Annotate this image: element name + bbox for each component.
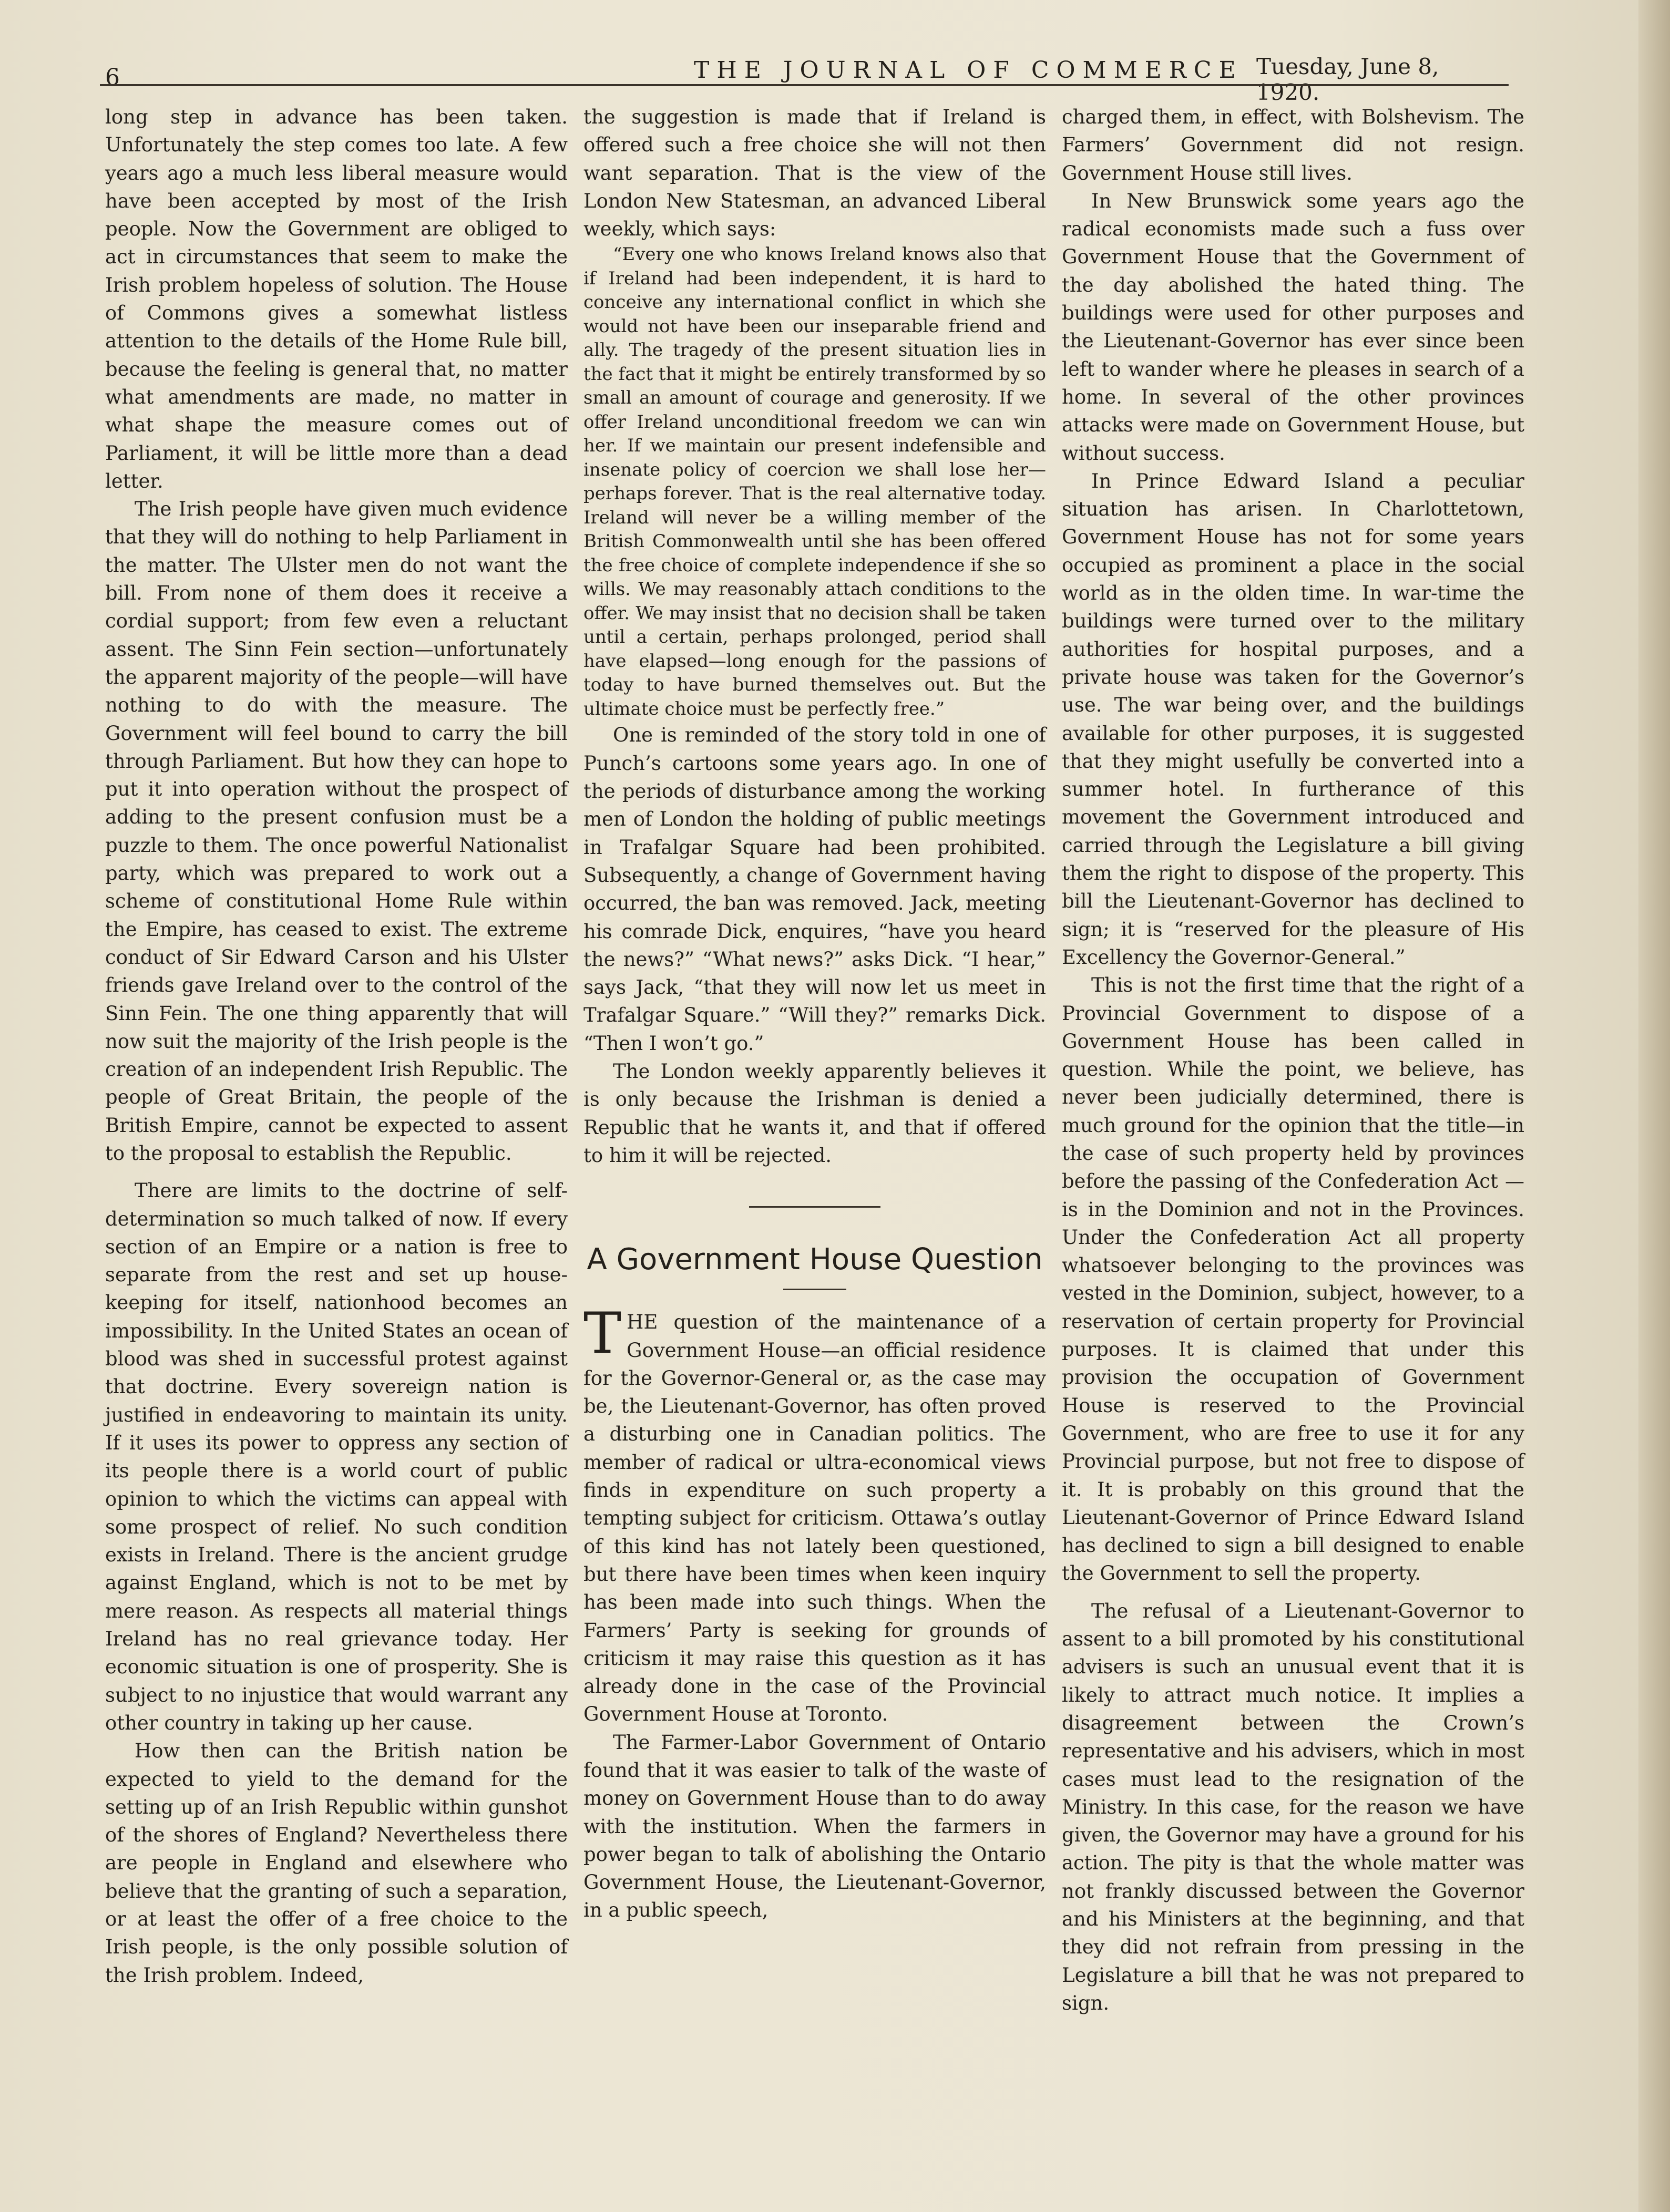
section-separator (749, 1206, 880, 1208)
paragraph: charged them, in effect, with Bolshevism. The Farmers’ Government did not resign. Government House still lives. (1062, 106, 1524, 184)
article-lead-paragraph (583, 1301, 1046, 1728)
paragraph: The London weekly apparently believes it is only because the Irishman is denied a Republic that he wants it, and that if offered to him it will be rejected. (583, 1060, 1046, 1167)
publication-title: THE JOURNAL OF COMMERCE (694, 57, 1243, 84)
paragraph: There are limits to the doctrine of self-determination so much talked of now. If every section of an Empire or a nation is free to separate from the rest and set up house-keeping for itself, nationhood becomes an impossibility. In the United States an ocean of blood was shed in successful protest against that doctrine. Every sovereign nation is justified in endeavoring to maintain its unity. If it uses its power to oppress any section of its people there is a world court of public opinion to which the victims can appeal with some prospect of relief. No such condition exists in Ireland. There is the ancient grudge against England, which is not to be met by mere reason. As respects all material things Ireland has no real grievance today. Her economic situation is one of prosperity. She is subject to no injustice that would warrant any other country in taking up her cause. (105, 1179, 568, 1734)
article-lead-text: HE question of the maintenance of a Government House—an official residence for the Governor-General or, as the case may be, the Lieutenant-Governor, has often proved a disturbing one in Canadian politics. The member of radical or ultra-economical views finds in expenditure on such property a tempting subject for criticism. Ottawa’s outlay of this kind has not lately been questioned, but there have been times when keen inquiry has been made into such things. When the Farmers’ Party is seeking for grounds of criticism it may raise this question as it has already done in the case of the Provincial Government House at Toronto. (583, 1311, 1046, 1726)
drop-cap: T (583, 1301, 622, 1367)
quoted-passage: “Every one who knows Ireland knows also that if Ireland had been independent, it is hard to conceive any international conflict in which she would not have been our inseparable friend and ally. The tragedy of the present situation lies in the fact that it might be entirely transformed by so small an amount of courage and generosity. If we offer Ireland unconditional freedom we can win her. If we maintain our present indefensible and insenate policy of coercion we shall lose her—perhaps forever. That is the real alternative today. Ireland will never be a willing member of the British Commonwealth until she has been offered the free choice of complete independence if she so wills. We may reasonably attach conditions to the offer. We may insist that no decision shall be taken until a certain, perhaps prolonged, period shall have elapsed—long enough for the passions of today to have burned themselves out. But the ultimate choice must be perfectly free.” (583, 244, 1046, 719)
issue-date: Tuesday, June 8, 1920. (1256, 54, 1439, 105)
page-binding-edge (1638, 0, 1670, 2212)
paragraph: The Irish people have given much evidence that they will do nothing to help Parliament in the matter. The Ulster men do not want the bill. From none of them does it receive a cordial support; from few even a reluctant assent. The Sinn Fein section—unfortunately the apparent majority of the people—will have nothing to do with the measure. The Government will feel bound to carry the bill through Parliament. But how they can hope to put it into operation without the prospect of adding to the present confusion must be a puzzle to them. The once powerful Nationalist party, which was prepared to work out a scheme of constitutional Home Rule within the Empire, has ceased to exist. The extreme conduct of Sir Edward Carson and his Ulster friends gave Ireland over to the control of the Sinn Fein. The one thing apparently that will now suit the majority of the Irish people is the creation of an independent Irish Republic. The people of Great Britain, the people of the British Empire, cannot be expected to assent to the proposal to establish the Republic. (105, 498, 568, 1165)
paragraph: In New Brunswick some years ago the radical economists made such a fuss over Government House that the Government of the day abolished the hated thing. The buildings were used for other purposes and the Lieutenant-Governor has ever since been left to wander where he pleases in search of a home. In several of the other provinces attacks were made on Government House, but without success. (1062, 189, 1524, 465)
column-2 (583, 103, 1046, 1925)
article-headline: A Government House Question (587, 1242, 1043, 1277)
paragraph: This is not the first time that the right of a Provincial Government to dispose of a Government House has been called in question. While the point, we believe, has never been judicially determined, there is much ground for the opinion that the title—in the case of such property held by provinces before the passing of the Confederation Act —is in the Dominion and not in the Provinces. Under the Confederation Act all property whatsoever belonging to the provinces was vested in the Dominion, subject, however, to a reservation of certain property for Provincial purposes. It is claimed that under this provision the occupation of Government House is reserved to the Provincial Government, who are free to use it for any Provincial purpose, but not free to dispose of it. It is probably on this ground that the Lieutenant-Governor of Prince Edward Island has declined to sign a bill designed to enable the Government to sell the property. (1062, 974, 1524, 1585)
paragraph: How then can the British nation be expected to yield to the demand for the setting up of an Irish Republic within gunshot of the shores of England? Nevertheless there are people in England and elsewhere who believe that the granting of such a separation, or at least the offer of a free choice to the Irish people, is the only possible solution of the Irish problem. Indeed, (105, 1740, 568, 1987)
paragraph: One is reminded of the story told in one of Punch’s cartoons some years ago. In one of the periods of disturbance among the working men of London the holding of public meetings in Trafalgar Square had been prohibited. Subsequently, a change of Government having occurred, the ban was removed. Jack, meeting his comrade Dick, enquires, “have you heard the news?” “What news?” asks Dick. “I hear,” says Jack, “that they will now let us meet in Trafalgar Square.” “Will they?” remarks Dick. “Then I won’t go.” (583, 724, 1046, 1055)
headline-rule (783, 1289, 846, 1290)
paragraph: The refusal of a Lieutenant-Governor to assent to a bill promoted by his constitutional advisers is such an unusual event that it is likely to attract much notice. It implies a disagreement between the Crown’s representative and his advisers, which in most cases must lead to the resignation of the Ministry. In this case, for the reason we have given, the Governor may have a ground for his action. The pity is that the whole matter was not frankly discussed between the Governor and his Ministers at the beginning, and that they did not refrain from pressing in the Legislature a bill that he was not prepared to sign. (1062, 1599, 1524, 2014)
column-3 (1062, 103, 1524, 2017)
paragraph: the suggestion is made that if Ireland is offered such a free choice she will not then want separation. That is the view of the London New Statesman, an advanced Liberal weekly, which says: (583, 106, 1046, 241)
column-1 (105, 103, 568, 1989)
paragraph: long step in advance has been taken. Unfortunately the step comes too late. A few years ago a much less liberal measure would have been accepted by most of the Irish people. Now the Government are obliged to act in circumstances that seem to make the Irish problem hopeless of solution. The House of Commons gives a somewhat listless attention to the details of the Home Rule bill, because the feeling is general that, no matter what amendments are made, no matter in what shape the measure comes out of Parliament, it will be little more than a dead letter. (105, 106, 568, 492)
paragraph: In Prince Edward Island a peculiar situation has arisen. In Charlottetown, Government House has not for some years occupied as prominent a place in the social world as in the olden time. In war-time the buildings were turned over to the military authorities for hospital purposes, and a private house was taken for the Governor’s use. The war being over, and the buildings available for other purposes, it is suggested that they might usefully be converted into a summer hotel. In furtherance of this movement the Government introduced and carried through the Legislature a bill giving them the right to dispose of the property. This bill the Lieutenant-Governor has declined to sign; it is “reserved for the pleasure of His Excellency the Governor-General.” (1062, 469, 1524, 969)
page-number: 6 (105, 64, 120, 91)
paragraph: The Farmer-Labor Government of Ontario found that it was easier to talk of the waste of money on Government House than to do away with the institution. When the farmers in power began to talk of abolishing the Ontario Government House, the Lieutenant-Governor, in a public speech, (583, 1731, 1046, 1922)
header-rule (100, 84, 1509, 86)
page-header (100, 46, 1509, 105)
